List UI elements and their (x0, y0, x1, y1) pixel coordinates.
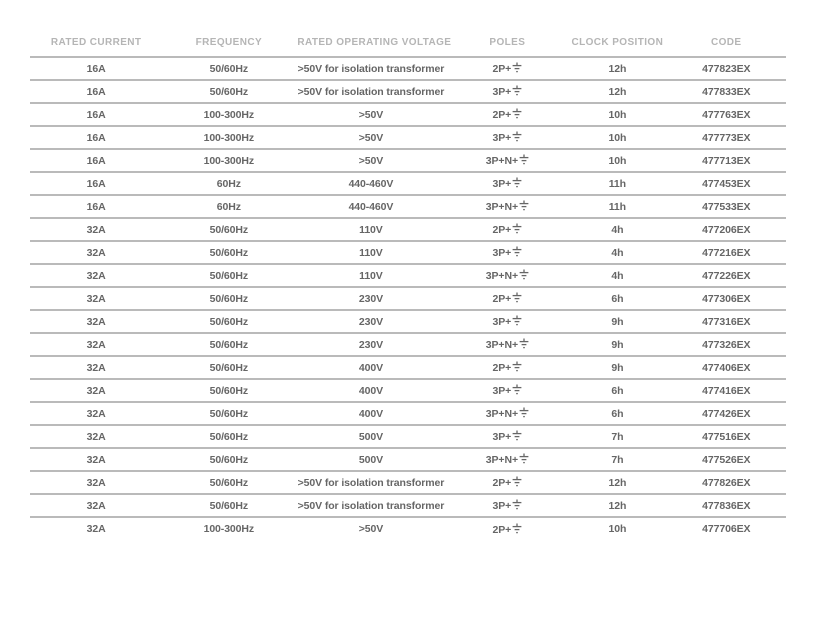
cell-poles (447, 287, 569, 310)
table-row (30, 356, 786, 379)
cell-rated-operating-voltage: 400V (295, 402, 446, 425)
cell-rated-current: 16A (30, 57, 162, 80)
column-header-frequency: FREQUENCY (195, 37, 263, 48)
cell-poles (447, 448, 569, 471)
poles-text: 3P+ (492, 385, 512, 397)
table-row (30, 103, 786, 126)
table-row (30, 264, 786, 287)
cell-code: 477826EX (667, 471, 787, 494)
earth-ground-icon (519, 200, 529, 211)
cell-poles (447, 126, 569, 149)
cell-rated-operating-voltage: 500V (295, 448, 446, 471)
cell-rated-operating-voltage: >50V (295, 126, 446, 149)
earth-ground-icon (519, 407, 529, 418)
cell-code: 477206EX (667, 218, 787, 241)
cell-rated-current: 32A (30, 517, 162, 540)
poles-text: 3P+ (492, 500, 512, 512)
earth-ground-icon (512, 476, 522, 487)
cell-rated-operating-voltage: >50V (295, 149, 446, 172)
cell-code: 477316EX (667, 310, 787, 333)
poles-text: 2P+ (492, 109, 512, 121)
poles-text: 3P+ (492, 132, 512, 144)
cell-clock-position: 4h (568, 241, 666, 264)
cell-poles (447, 172, 569, 195)
poles-text: 3P+N+ (485, 155, 518, 167)
cell-frequency: 100-300Hz (162, 126, 295, 149)
cell-code: 477706EX (667, 517, 787, 540)
cell-poles (447, 218, 569, 241)
cell-rated-operating-voltage: 110V (295, 264, 446, 287)
poles-text: 3P+ (492, 431, 512, 443)
cell-code: 477526EX (667, 448, 787, 471)
cell-frequency: 50/60Hz (162, 310, 295, 333)
cell-frequency: 50/60Hz (162, 218, 295, 241)
earth-ground-icon (519, 453, 529, 464)
cell-poles (447, 80, 569, 103)
cell-frequency: 50/60Hz (162, 448, 295, 471)
cell-clock-position: 6h (568, 402, 666, 425)
earth-ground-icon (519, 154, 529, 165)
cell-poles (447, 356, 569, 379)
cell-clock-position: 10h (568, 103, 666, 126)
cell-frequency: 50/60Hz (162, 333, 295, 356)
cell-poles (447, 494, 569, 517)
cell-clock-position: 6h (568, 379, 666, 402)
cell-poles (447, 379, 569, 402)
earth-ground-icon (512, 315, 522, 326)
earth-ground-icon (512, 85, 522, 96)
product-spec-table (30, 33, 786, 540)
cell-rated-current: 32A (30, 333, 162, 356)
cell-rated-operating-voltage: >50V for isolation transformer (295, 494, 446, 517)
poles-text: 2P+ (492, 63, 512, 75)
cell-frequency: 50/60Hz (162, 57, 295, 80)
cell-frequency: 50/60Hz (162, 241, 295, 264)
cell-rated-current: 32A (30, 356, 162, 379)
table-row (30, 218, 786, 241)
cell-rated-operating-voltage: 400V (295, 356, 446, 379)
column-header-rated-operating-voltage: RATED OPERATING VOLTAGE (297, 37, 452, 48)
poles-text: 3P+N+ (485, 339, 518, 351)
cell-rated-current: 32A (30, 494, 162, 517)
earth-ground-icon (512, 384, 522, 395)
cell-frequency: 50/60Hz (162, 402, 295, 425)
cell-rated-operating-voltage: >50V (295, 103, 446, 126)
table-header (30, 33, 786, 57)
cell-poles (447, 149, 569, 172)
table-row (30, 402, 786, 425)
cell-rated-current: 32A (30, 402, 162, 425)
cell-rated-current: 32A (30, 448, 162, 471)
table-row (30, 241, 786, 264)
cell-poles (447, 310, 569, 333)
cell-poles (447, 264, 569, 287)
poles-text: 2P+ (492, 224, 512, 236)
cell-frequency: 60Hz (162, 195, 295, 218)
cell-rated-current: 16A (30, 126, 162, 149)
cell-rated-operating-voltage: 500V (295, 425, 446, 448)
cell-code: 477226EX (667, 264, 787, 287)
cell-rated-current: 32A (30, 425, 162, 448)
cell-rated-operating-voltage: >50V for isolation transformer (295, 80, 446, 103)
cell-rated-current: 32A (30, 241, 162, 264)
cell-poles (447, 425, 569, 448)
cell-clock-position: 11h (568, 172, 666, 195)
cell-clock-position: 4h (568, 264, 666, 287)
cell-rated-current: 32A (30, 264, 162, 287)
cell-code: 477306EX (667, 287, 787, 310)
cell-rated-current: 32A (30, 471, 162, 494)
table-row (30, 448, 786, 471)
cell-frequency: 50/60Hz (162, 80, 295, 103)
cell-poles (447, 333, 569, 356)
cell-poles (447, 402, 569, 425)
cell-rated-current: 32A (30, 379, 162, 402)
column-header-rated-current: RATED CURRENT (50, 37, 142, 48)
table-row (30, 517, 786, 540)
cell-frequency: 100-300Hz (162, 149, 295, 172)
cell-rated-operating-voltage: 230V (295, 287, 446, 310)
cell-clock-position: 9h (568, 333, 666, 356)
cell-frequency: 50/60Hz (162, 287, 295, 310)
cell-clock-position: 10h (568, 126, 666, 149)
cell-code: 477763EX (667, 103, 787, 126)
cell-code: 477216EX (667, 241, 787, 264)
cell-code: 477453EX (667, 172, 787, 195)
cell-rated-operating-voltage: >50V (295, 517, 446, 540)
cell-poles (447, 103, 569, 126)
cell-code: 477533EX (667, 195, 787, 218)
cell-frequency: 100-300Hz (162, 103, 295, 126)
cell-code: 477773EX (667, 126, 787, 149)
earth-ground-icon (512, 361, 522, 372)
cell-rated-operating-voltage: 400V (295, 379, 446, 402)
cell-rated-current: 16A (30, 195, 162, 218)
table-row (30, 80, 786, 103)
cell-frequency: 50/60Hz (162, 356, 295, 379)
table-row (30, 379, 786, 402)
poles-text: 2P+ (492, 293, 512, 305)
cell-clock-position: 12h (568, 57, 666, 80)
poles-text: 3P+ (492, 178, 512, 190)
poles-text: 2P+ (492, 362, 512, 374)
cell-clock-position: 12h (568, 80, 666, 103)
column-header-poles: POLES (489, 37, 526, 48)
cell-poles (447, 471, 569, 494)
cell-code: 477833EX (667, 80, 787, 103)
earth-ground-icon (512, 108, 522, 119)
cell-poles (447, 57, 569, 80)
cell-rated-current: 16A (30, 172, 162, 195)
cell-clock-position: 7h (568, 448, 666, 471)
table-body (30, 57, 786, 540)
earth-ground-icon (512, 430, 522, 441)
table-row (30, 494, 786, 517)
poles-text: 3P+ (492, 247, 512, 259)
poles-text: 3P+N+ (485, 270, 518, 282)
table-row (30, 471, 786, 494)
earth-ground-icon (512, 499, 522, 510)
poles-text: 3P+N+ (485, 454, 518, 466)
cell-rated-current: 16A (30, 149, 162, 172)
cell-frequency: 50/60Hz (162, 471, 295, 494)
cell-code: 477823EX (667, 57, 787, 80)
cell-rated-current: 32A (30, 218, 162, 241)
cell-frequency: 50/60Hz (162, 379, 295, 402)
column-header-code: CODE (711, 37, 742, 48)
cell-clock-position: 12h (568, 471, 666, 494)
cell-rated-operating-voltage: 440-460V (295, 195, 446, 218)
cell-clock-position: 10h (568, 149, 666, 172)
earth-ground-icon (512, 62, 522, 73)
cell-rated-current: 16A (30, 80, 162, 103)
table-row (30, 195, 786, 218)
earth-ground-icon (519, 338, 529, 349)
cell-code: 477516EX (667, 425, 787, 448)
cell-poles (447, 517, 569, 540)
cell-code: 477406EX (667, 356, 787, 379)
earth-ground-icon (512, 131, 522, 142)
table-row (30, 333, 786, 356)
cell-frequency: 60Hz (162, 172, 295, 195)
poles-text: 3P+ (492, 316, 512, 328)
cell-frequency: 50/60Hz (162, 494, 295, 517)
earth-ground-icon (512, 246, 522, 257)
poles-text: 3P+ (492, 86, 512, 98)
cell-rated-operating-voltage: 440-460V (295, 172, 446, 195)
earth-ground-icon (519, 269, 529, 280)
cell-rated-operating-voltage: 110V (295, 218, 446, 241)
cell-rated-current: 16A (30, 103, 162, 126)
cell-clock-position: 4h (568, 218, 666, 241)
cell-rated-current: 32A (30, 310, 162, 333)
cell-poles (447, 195, 569, 218)
earth-ground-icon (512, 177, 522, 188)
poles-text: 2P+ (492, 477, 512, 489)
cell-frequency: 50/60Hz (162, 425, 295, 448)
poles-text: 2P+ (492, 523, 512, 536)
cell-clock-position: 7h (568, 425, 666, 448)
cell-rated-operating-voltage: 110V (295, 241, 446, 264)
cell-rated-operating-voltage: >50V for isolation transformer (295, 471, 446, 494)
cell-clock-position: 12h (568, 494, 666, 517)
cell-clock-position: 11h (568, 195, 666, 218)
cell-clock-position: 9h (568, 310, 666, 333)
table-row (30, 149, 786, 172)
cell-rated-current: 32A (30, 287, 162, 310)
cell-code: 477326EX (667, 333, 787, 356)
cell-code: 477426EX (667, 402, 787, 425)
cell-code: 477713EX (667, 149, 787, 172)
table-row (30, 287, 786, 310)
cell-poles (447, 241, 569, 264)
poles-text: 3P+N+ (485, 408, 518, 420)
cell-code: 477836EX (667, 494, 787, 517)
earth-ground-icon (512, 223, 522, 234)
cell-rated-operating-voltage: 230V (295, 333, 446, 356)
poles-text: 3P+N+ (485, 201, 518, 213)
cell-clock-position: 6h (568, 287, 666, 310)
table-header-row (30, 33, 786, 57)
table-row (30, 310, 786, 333)
earth-ground-icon (512, 523, 522, 534)
earth-ground-icon (512, 292, 522, 303)
table-row (30, 126, 786, 149)
column-header-clock-position: CLOCK POSITION (571, 37, 664, 48)
cell-rated-operating-voltage: 230V (295, 310, 446, 333)
table-row (30, 425, 786, 448)
table-row (30, 172, 786, 195)
cell-rated-operating-voltage: >50V for isolation transformer (295, 57, 446, 80)
cell-frequency: 50/60Hz (162, 264, 295, 287)
cell-clock-position: 10h (568, 517, 666, 540)
cell-frequency: 100-300Hz (162, 517, 295, 540)
table-row (30, 57, 786, 80)
cell-code: 477416EX (667, 379, 787, 402)
cell-clock-position: 9h (568, 356, 666, 379)
